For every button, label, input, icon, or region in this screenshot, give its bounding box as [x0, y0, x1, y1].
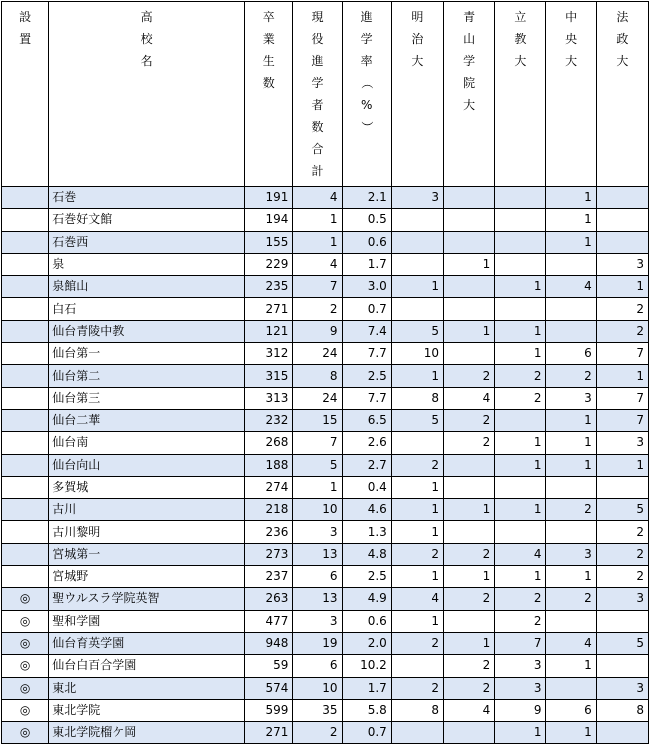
cell-rikkyo: [495, 409, 546, 431]
cell-rikkyo: [495, 476, 546, 498]
cell-aoyama: [444, 231, 495, 253]
cell-meiji: 2: [391, 543, 443, 565]
cell-school-name: 仙台育英学園: [49, 632, 245, 654]
cell-setti: ◎: [2, 632, 49, 654]
cell-chuo: [546, 521, 596, 543]
cell-grads: 218: [245, 499, 293, 521]
cell-rikkyo: 1: [495, 432, 546, 454]
table-row: [2, 499, 649, 521]
cell-hosei: [596, 231, 648, 253]
cell-rate: 2.0: [342, 632, 391, 654]
cell-grads: 191: [245, 187, 293, 209]
cell-hosei: 2: [596, 543, 648, 565]
cell-rate: 0.6: [342, 231, 391, 253]
cell-setti: [2, 409, 49, 431]
cell-chuo: 2: [546, 365, 596, 387]
cell-meiji: 2: [391, 632, 443, 654]
cell-rate: 10.2: [342, 655, 391, 677]
column-header-total: [293, 2, 342, 187]
cell-hosei: 1: [596, 454, 648, 476]
cell-meiji: 1: [391, 499, 443, 521]
column-header-label: 明 治 大: [411, 10, 424, 68]
cell-rikkyo: 2: [495, 610, 546, 632]
cell-grads: 477: [245, 610, 293, 632]
cell-grads: 237: [245, 566, 293, 588]
cell-school-name: 仙台南: [49, 432, 245, 454]
cell-meiji: [391, 253, 443, 275]
table-row: [2, 566, 649, 588]
column-header-rikkyo: [495, 2, 546, 187]
cell-school-name: 仙台青陵中教: [49, 320, 245, 342]
column-header-label: 青 山 学 院 大: [463, 10, 476, 112]
column-header-name: [49, 2, 245, 187]
cell-meiji: [391, 209, 443, 231]
cell-hosei: 2: [596, 298, 648, 320]
cell-meiji: 1: [391, 476, 443, 498]
cell-chuo: 1: [546, 655, 596, 677]
cell-chuo: [546, 298, 596, 320]
cell-total: 6: [293, 655, 342, 677]
cell-rate: 1.7: [342, 677, 391, 699]
cell-rikkyo: 2: [495, 387, 546, 409]
cell-aoyama: [444, 187, 495, 209]
cell-hosei: 2: [596, 320, 648, 342]
cell-total: 6: [293, 566, 342, 588]
column-header-label: 現 役 進 学 者 数 合 計: [311, 10, 324, 178]
table-row: [2, 476, 649, 498]
cell-grads: 194: [245, 209, 293, 231]
cell-aoyama: 2: [444, 365, 495, 387]
cell-rikkyo: 1: [495, 320, 546, 342]
table-row: [2, 298, 649, 320]
cell-grads: 271: [245, 722, 293, 744]
cell-chuo: 1: [546, 231, 596, 253]
cell-rate: 1.3: [342, 521, 391, 543]
cell-total: 9: [293, 320, 342, 342]
cell-setti: ◎: [2, 677, 49, 699]
column-header-meiji: [391, 2, 443, 187]
cell-total: 5: [293, 454, 342, 476]
cell-grads: 188: [245, 454, 293, 476]
cell-chuo: 2: [546, 499, 596, 521]
cell-rate: 2.5: [342, 566, 391, 588]
column-header-setti: [2, 2, 49, 187]
cell-hosei: 3: [596, 432, 648, 454]
cell-chuo: [546, 677, 596, 699]
cell-setti: [2, 454, 49, 476]
cell-rate: 7.4: [342, 320, 391, 342]
cell-chuo: 3: [546, 387, 596, 409]
column-header-aoyama: [444, 2, 495, 187]
column-header-label: 設 置: [19, 10, 32, 46]
cell-rikkyo: [495, 298, 546, 320]
cell-rate: 1.7: [342, 253, 391, 275]
cell-setti: ◎: [2, 655, 49, 677]
cell-meiji: 10: [391, 343, 443, 365]
cell-hosei: 8: [596, 699, 648, 721]
cell-setti: [2, 320, 49, 342]
cell-total: 10: [293, 499, 342, 521]
cell-meiji: 8: [391, 699, 443, 721]
table-body: [2, 187, 649, 744]
cell-chuo: 6: [546, 343, 596, 365]
cell-rikkyo: [495, 253, 546, 275]
cell-rikkyo: 1: [495, 722, 546, 744]
cell-grads: 599: [245, 699, 293, 721]
cell-meiji: 5: [391, 320, 443, 342]
cell-rate: 0.7: [342, 722, 391, 744]
cell-grads: 273: [245, 543, 293, 565]
cell-chuo: [546, 253, 596, 275]
cell-school-name: 宮城第一: [49, 543, 245, 565]
cell-chuo: 1: [546, 432, 596, 454]
cell-school-name: 東北学院榴ケ岡: [49, 722, 245, 744]
cell-hosei: 2: [596, 566, 648, 588]
cell-rate: 0.4: [342, 476, 391, 498]
table-row: [2, 610, 649, 632]
cell-school-name: 仙台向山: [49, 454, 245, 476]
cell-total: 7: [293, 432, 342, 454]
cell-total: 4: [293, 253, 342, 275]
cell-aoyama: 4: [444, 387, 495, 409]
cell-aoyama: [444, 476, 495, 498]
cell-hosei: 3: [596, 588, 648, 610]
cell-rate: 2.5: [342, 365, 391, 387]
cell-rikkyo: 1: [495, 566, 546, 588]
cell-total: 19: [293, 632, 342, 654]
cell-aoyama: 2: [444, 432, 495, 454]
cell-rikkyo: 9: [495, 699, 546, 721]
cell-total: 35: [293, 699, 342, 721]
cell-meiji: 2: [391, 677, 443, 699]
cell-school-name: 宮城野: [49, 566, 245, 588]
cell-grads: 948: [245, 632, 293, 654]
cell-setti: [2, 298, 49, 320]
cell-rikkyo: 4: [495, 543, 546, 565]
cell-rate: 0.5: [342, 209, 391, 231]
cell-total: 8: [293, 365, 342, 387]
cell-school-name: 仙台白百合学園: [49, 655, 245, 677]
cell-meiji: [391, 655, 443, 677]
table-row: [2, 677, 649, 699]
cell-aoyama: 2: [444, 655, 495, 677]
cell-setti: [2, 543, 49, 565]
cell-meiji: 1: [391, 610, 443, 632]
column-header-label: 卒 業 生 数: [262, 10, 275, 90]
cell-setti: [2, 276, 49, 298]
cell-rate: 0.6: [342, 610, 391, 632]
cell-aoyama: [444, 454, 495, 476]
cell-grads: 121: [245, 320, 293, 342]
cell-setti: [2, 209, 49, 231]
cell-rikkyo: 7: [495, 632, 546, 654]
cell-aoyama: 4: [444, 699, 495, 721]
cell-aoyama: 1: [444, 499, 495, 521]
cell-aoyama: 1: [444, 566, 495, 588]
cell-chuo: 4: [546, 632, 596, 654]
cell-chuo: 1: [546, 409, 596, 431]
cell-hosei: 5: [596, 499, 648, 521]
cell-grads: 236: [245, 521, 293, 543]
cell-hosei: [596, 187, 648, 209]
cell-school-name: 仙台二華: [49, 409, 245, 431]
cell-total: 4: [293, 187, 342, 209]
cell-rate: 4.8: [342, 543, 391, 565]
cell-setti: [2, 253, 49, 275]
cell-grads: 313: [245, 387, 293, 409]
cell-aoyama: 1: [444, 320, 495, 342]
cell-grads: 235: [245, 276, 293, 298]
cell-total: 3: [293, 610, 342, 632]
cell-hosei: 7: [596, 387, 648, 409]
header-row: [2, 2, 649, 187]
cell-setti: [2, 499, 49, 521]
cell-setti: ◎: [2, 588, 49, 610]
table-row: [2, 209, 649, 231]
cell-rate: 2.6: [342, 432, 391, 454]
cell-aoyama: 2: [444, 588, 495, 610]
table-row: [2, 343, 649, 365]
table-row: [2, 454, 649, 476]
column-header-label: 法 政 大: [616, 10, 629, 68]
cell-rate: 5.8: [342, 699, 391, 721]
table-row: [2, 231, 649, 253]
table-row: [2, 588, 649, 610]
cell-aoyama: [444, 209, 495, 231]
cell-school-name: 泉: [49, 253, 245, 275]
cell-aoyama: [444, 298, 495, 320]
cell-rikkyo: [495, 231, 546, 253]
cell-rikkyo: 1: [495, 454, 546, 476]
cell-rikkyo: [495, 187, 546, 209]
table-row: [2, 521, 649, 543]
cell-rate: 7.7: [342, 343, 391, 365]
cell-setti: [2, 231, 49, 253]
cell-total: 3: [293, 521, 342, 543]
cell-meiji: [391, 231, 443, 253]
cell-school-name: 石巻好文館: [49, 209, 245, 231]
cell-school-name: 仙台第一: [49, 343, 245, 365]
cell-grads: 312: [245, 343, 293, 365]
cell-school-name: 東北学院: [49, 699, 245, 721]
cell-rate: 4.6: [342, 499, 391, 521]
cell-chuo: 1: [546, 454, 596, 476]
cell-total: 1: [293, 231, 342, 253]
cell-grads: 268: [245, 432, 293, 454]
cell-rate: 7.7: [342, 387, 391, 409]
table-row: [2, 543, 649, 565]
cell-meiji: 1: [391, 276, 443, 298]
column-header-label: 進 学 率 （ % ）: [359, 10, 374, 134]
cell-rikkyo: [495, 209, 546, 231]
table-row: [2, 253, 649, 275]
cell-aoyama: 2: [444, 677, 495, 699]
column-header-chuo: [546, 2, 596, 187]
cell-hosei: 2: [596, 521, 648, 543]
cell-total: 24: [293, 387, 342, 409]
cell-total: 1: [293, 476, 342, 498]
cell-meiji: 2: [391, 454, 443, 476]
cell-setti: [2, 187, 49, 209]
cell-total: 24: [293, 343, 342, 365]
cell-chuo: [546, 610, 596, 632]
cell-rikkyo: 1: [495, 276, 546, 298]
table-row: [2, 699, 649, 721]
cell-meiji: 1: [391, 521, 443, 543]
cell-aoyama: [444, 610, 495, 632]
cell-meiji: 3: [391, 187, 443, 209]
table-row: [2, 187, 649, 209]
column-header-label: 中 央 大: [565, 10, 578, 68]
cell-chuo: 1: [546, 187, 596, 209]
cell-chuo: 4: [546, 276, 596, 298]
cell-grads: 59: [245, 655, 293, 677]
cell-rikkyo: 2: [495, 365, 546, 387]
cell-school-name: 仙台第二: [49, 365, 245, 387]
university-admissions-table: [1, 1, 649, 744]
cell-aoyama: 2: [444, 543, 495, 565]
cell-setti: ◎: [2, 722, 49, 744]
table-row: [2, 365, 649, 387]
cell-hosei: 1: [596, 365, 648, 387]
cell-school-name: 古川: [49, 499, 245, 521]
cell-hosei: 3: [596, 253, 648, 275]
cell-chuo: 2: [546, 588, 596, 610]
column-header-rate: [342, 2, 391, 187]
cell-meiji: 8: [391, 387, 443, 409]
cell-chuo: 1: [546, 722, 596, 744]
cell-grads: 271: [245, 298, 293, 320]
cell-aoyama: [444, 521, 495, 543]
table-row: [2, 409, 649, 431]
cell-school-name: 仙台第三: [49, 387, 245, 409]
cell-chuo: 6: [546, 699, 596, 721]
cell-aoyama: [444, 276, 495, 298]
column-header-hosei: [596, 2, 648, 187]
cell-hosei: 1: [596, 276, 648, 298]
cell-school-name: 白石: [49, 298, 245, 320]
cell-hosei: [596, 610, 648, 632]
cell-hosei: [596, 476, 648, 498]
cell-chuo: 1: [546, 566, 596, 588]
cell-school-name: 聖和学園: [49, 610, 245, 632]
table-row: [2, 320, 649, 342]
cell-grads: 274: [245, 476, 293, 498]
table-row: [2, 387, 649, 409]
cell-meiji: [391, 432, 443, 454]
cell-setti: [2, 387, 49, 409]
cell-total: 10: [293, 677, 342, 699]
cell-grads: 574: [245, 677, 293, 699]
cell-aoyama: 2: [444, 409, 495, 431]
cell-setti: [2, 566, 49, 588]
cell-school-name: 東北: [49, 677, 245, 699]
cell-rikkyo: 3: [495, 677, 546, 699]
cell-grads: 315: [245, 365, 293, 387]
cell-rate: 3.0: [342, 276, 391, 298]
table-row: [2, 432, 649, 454]
cell-aoyama: [444, 343, 495, 365]
cell-total: 7: [293, 276, 342, 298]
cell-meiji: 1: [391, 365, 443, 387]
cell-rate: 6.5: [342, 409, 391, 431]
cell-grads: 155: [245, 231, 293, 253]
cell-chuo: [546, 476, 596, 498]
cell-rate: 2.1: [342, 187, 391, 209]
cell-rate: 4.9: [342, 588, 391, 610]
table-row: [2, 655, 649, 677]
cell-rikkyo: 1: [495, 343, 546, 365]
cell-total: 13: [293, 543, 342, 565]
cell-meiji: 1: [391, 566, 443, 588]
cell-meiji: [391, 298, 443, 320]
cell-total: 1: [293, 209, 342, 231]
cell-grads: 232: [245, 409, 293, 431]
cell-hosei: 5: [596, 632, 648, 654]
cell-hosei: [596, 209, 648, 231]
column-header-grads: [245, 2, 293, 187]
cell-hosei: 3: [596, 677, 648, 699]
cell-rikkyo: 3: [495, 655, 546, 677]
cell-hosei: 7: [596, 343, 648, 365]
cell-total: 15: [293, 409, 342, 431]
cell-setti: [2, 476, 49, 498]
cell-chuo: 1: [546, 209, 596, 231]
cell-aoyama: 1: [444, 632, 495, 654]
cell-school-name: 多賀城: [49, 476, 245, 498]
cell-rikkyo: [495, 521, 546, 543]
cell-rate: 0.7: [342, 298, 391, 320]
cell-school-name: 泉館山: [49, 276, 245, 298]
cell-meiji: 4: [391, 588, 443, 610]
cell-school-name: 石巻: [49, 187, 245, 209]
cell-chuo: 3: [546, 543, 596, 565]
cell-rikkyo: 2: [495, 588, 546, 610]
cell-rate: 2.7: [342, 454, 391, 476]
cell-school-name: 聖ウルスラ学院英智: [49, 588, 245, 610]
table-row: [2, 632, 649, 654]
table-row: [2, 276, 649, 298]
cell-grads: 263: [245, 588, 293, 610]
cell-setti: ◎: [2, 610, 49, 632]
cell-setti: [2, 521, 49, 543]
cell-setti: [2, 343, 49, 365]
cell-setti: ◎: [2, 699, 49, 721]
cell-rikkyo: 1: [495, 499, 546, 521]
cell-setti: [2, 365, 49, 387]
cell-hosei: [596, 655, 648, 677]
cell-meiji: 5: [391, 409, 443, 431]
cell-total: 13: [293, 588, 342, 610]
cell-setti: [2, 432, 49, 454]
cell-school-name: 古川黎明: [49, 521, 245, 543]
column-header-label: 高 校 名: [140, 10, 153, 68]
cell-school-name: 石巻西: [49, 231, 245, 253]
cell-total: 2: [293, 722, 342, 744]
cell-grads: 229: [245, 253, 293, 275]
cell-aoyama: 1: [444, 253, 495, 275]
cell-hosei: 7: [596, 409, 648, 431]
column-header-label: 立 教 大: [514, 10, 527, 68]
cell-total: 2: [293, 298, 342, 320]
cell-chuo: [546, 320, 596, 342]
